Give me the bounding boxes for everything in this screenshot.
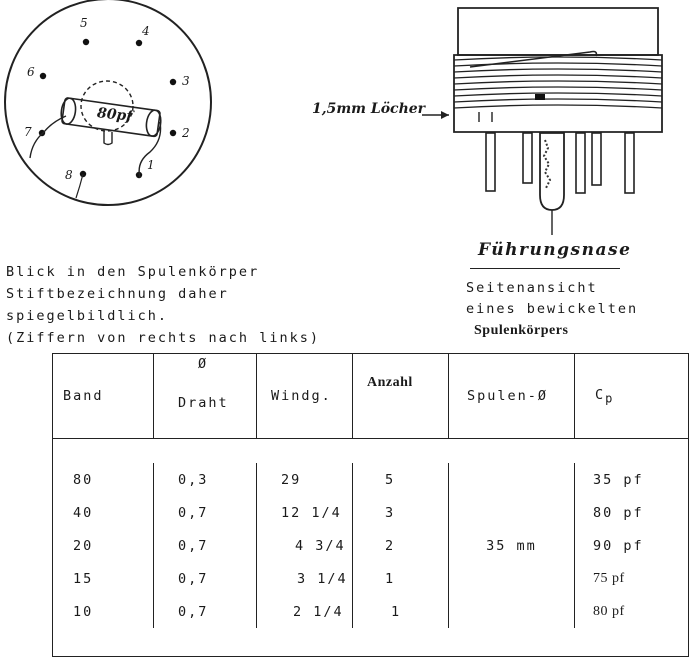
table-row: 15 0,7 3 1/4 1 75 pf — [53, 562, 689, 595]
pin-label-3: 3 — [182, 74, 190, 88]
caption-right-line-1: Seitenansicht — [466, 280, 598, 296]
caption-right-line-3: Spulenkörpers — [474, 323, 569, 338]
guide-nose-label: Führungsnase — [478, 240, 632, 260]
coil-table — [52, 353, 689, 657]
header-band: Band — [53, 354, 154, 439]
pin-hole-3 — [170, 79, 176, 85]
lead-wire-8 — [76, 174, 83, 198]
caption-left-line-2: Stiftbezeichnung daher — [6, 286, 229, 302]
pin-hole-6 — [40, 73, 46, 79]
table-row: 40 0,7 12 1/4 3 80 pf — [53, 496, 689, 529]
pin-hole-5 — [83, 39, 89, 45]
capacitor-label: 80pf — [96, 105, 134, 125]
header-capacitance-sub: p — [605, 391, 615, 406]
pin-label-1: 1 — [147, 158, 155, 172]
holes-label: 1,5mm Löcher — [312, 101, 426, 117]
holes-arrow-head — [441, 111, 449, 119]
guide-spike — [540, 133, 564, 210]
hole-marker — [535, 94, 545, 100]
pin-label-4: 4 — [142, 24, 150, 38]
header-turns: Windg. — [257, 354, 353, 439]
pin-hole-4 — [136, 40, 142, 46]
lead-wire-left — [30, 116, 66, 158]
header-wire: Ø Draht — [154, 354, 257, 439]
guide-nose-underline — [470, 268, 620, 269]
pin-label-7: 7 — [24, 125, 32, 139]
wire-diameter-symbol: Ø — [198, 356, 209, 372]
caption-left — [6, 261, 320, 349]
caption-right — [466, 278, 638, 341]
pin-label-6: 6 — [27, 65, 35, 79]
capacitor-tab — [104, 131, 112, 145]
pin-label-5: 5 — [80, 16, 88, 30]
caption-right-line-2: eines bewickelten — [466, 301, 639, 317]
header-count: Anzahl — [353, 354, 449, 439]
caption-left-line-1: Blick in den Spulenkörper — [6, 264, 260, 280]
table-row: 10 0,7 2 1/4 1 80 pf — [53, 595, 689, 628]
caption-left-line-4: (Ziffern von rechts nach links) — [6, 330, 320, 346]
pin-label-8: 8 — [65, 168, 73, 182]
coil-former-side-view — [290, 0, 690, 240]
table-row: 80 0,3 29 5 35 mm 35 pf — [53, 463, 689, 496]
caption-left-line-3: spiegelbildlich. — [6, 308, 169, 324]
header-capacitance: $C_p$ — [575, 354, 689, 439]
former-upper-body — [458, 8, 658, 55]
pin-hole-2 — [170, 130, 176, 136]
header-coil-diameter: Spulen-Ø — [449, 354, 575, 439]
winding-lead-top — [470, 52, 596, 68]
coil-former-outline — [5, 0, 211, 205]
pin-label-2: 2 — [182, 126, 190, 140]
table-header-row — [53, 354, 689, 439]
table-row: 20 0,7 4 3/4 2 90 pf — [53, 529, 689, 562]
coil-diameter-value: 35 mm — [449, 463, 575, 628]
